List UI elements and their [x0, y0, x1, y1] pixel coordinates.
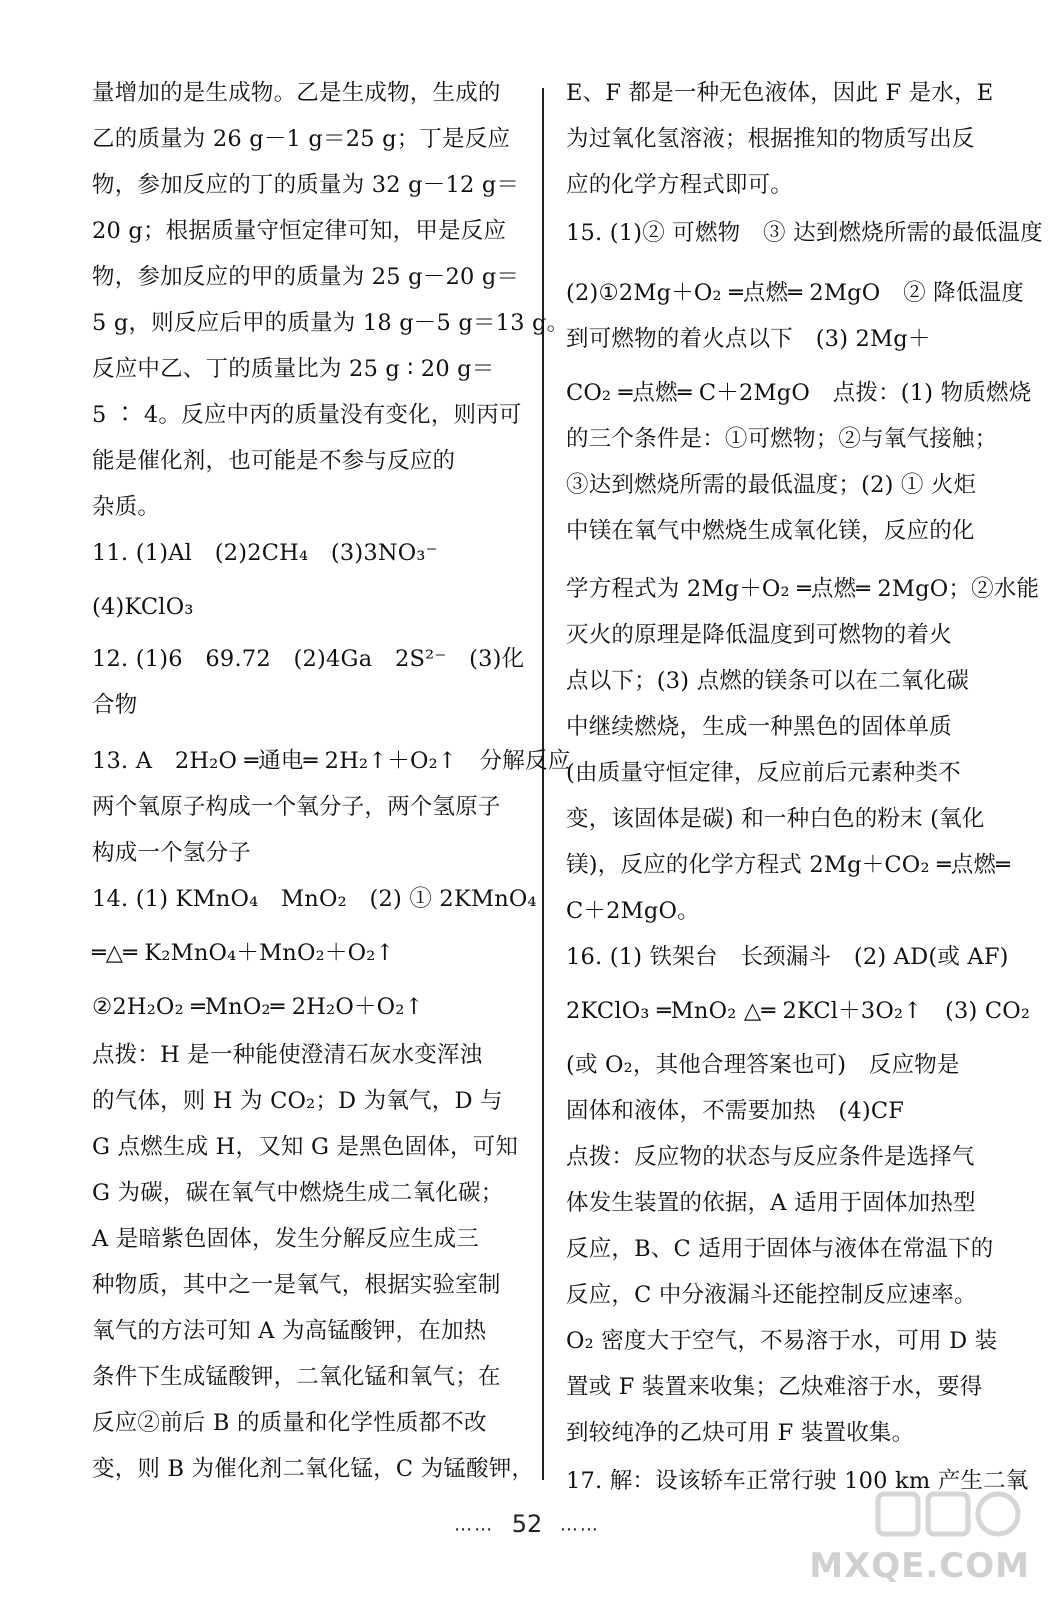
- text-line: O₂ 密度大于空气，不易溶于水，可用 D 装: [566, 1328, 998, 1354]
- text-line: 能是催化剂，也可能是不参与反应的: [92, 448, 456, 474]
- text-line: 反应，B、C 适用于固体与液体在常温下的: [566, 1236, 994, 1262]
- text-line: 灭火的原理是降低温度到可燃物的着火: [566, 622, 952, 648]
- text-line: E、F 都是一种无色液体，因此 F 是水，E: [566, 80, 994, 106]
- column-divider: [542, 88, 544, 1480]
- text-line: 合物: [92, 692, 138, 718]
- text-line: 中继续燃烧，生成一种黑色的固体单质: [566, 714, 952, 740]
- text-line: 应的化学方程式即可。: [566, 172, 794, 198]
- text-line: 物，参加反应的甲的质量为 25 g－20 g＝: [92, 264, 520, 290]
- equation-line: CO₂ ═点燃═ C＋2MgO 点拨：(1) 物质燃烧: [566, 380, 1032, 406]
- text-line: 反应中乙、丁的质量比为 25 g ∶ 20 g＝: [92, 356, 495, 382]
- answer-11-line: 11. (1)Al (2)2CH₄ (3)3NO₃⁻: [92, 540, 438, 566]
- text-line: 量增加的是生成物。乙是生成物，生成的: [92, 80, 501, 106]
- site-watermark: [809, 1484, 1030, 1592]
- text-line: 两个氧原子构成一个氧分子，两个氢原子: [92, 794, 501, 820]
- text-line: 的三个条件是：①可燃物；②与氧气接触；: [566, 426, 998, 452]
- text-line: 5 g，则反应后甲的质量为 18 g－5 g＝13 g。: [92, 310, 570, 336]
- answer-13-line: 13. A 2H₂O ═通电═ 2H₂↑＋O₂↑ 分解反应: [92, 748, 571, 774]
- text-line: 点以下；(3) 点燃的镁条可以在二氧化碳: [566, 668, 970, 694]
- text-line: C＋2MgO。: [566, 898, 700, 924]
- text-line: 反应②前后 B 的质量和化学性质都不改: [92, 1410, 487, 1436]
- text-line: 的气体，则 H 为 CO₂；D 为氧气，D 与: [92, 1088, 503, 1114]
- text-line: G 点燃生成 H，又知 G 是黑色固体，可知: [92, 1134, 519, 1160]
- text-line: 变，该固体是碳) 和一种白色的粉末 (氧化: [566, 806, 985, 832]
- text-line: 固体和液体，不需要加热 (4)CF: [566, 1098, 905, 1124]
- text-line: 物，参加反应的丁的质量为 32 g－12 g＝: [92, 172, 520, 198]
- text-line: 氧气的方法可知 A 为高锰酸钾，在加热: [92, 1318, 487, 1344]
- answer-16-line: 16. (1) 铁架台 长颈漏斗 (2) AD(或 AF): [566, 944, 1009, 970]
- text-line: 乙的质量为 26 g－1 g＝25 g；丁是反应: [92, 126, 511, 152]
- text-line: (由质量守恒定律，反应前后元素种类不: [566, 760, 961, 786]
- equation-line: 学方程式为 2Mg＋O₂ ═点燃═ 2MgO；②水能: [566, 576, 1040, 602]
- answer-14-line: 14. (1) KMnO₄ MnO₂ (2) ① 2KMnO₄: [92, 886, 537, 912]
- text-line: 杂质。: [92, 494, 161, 520]
- text-line: 5 ∶ 4。反应中丙的质量没有变化，则丙可: [92, 402, 522, 428]
- text-line: 到可燃物的着火点以下 (3) 2Mg＋: [566, 326, 931, 352]
- text-line: 体发生装置的依据，A 适用于固体加热型: [566, 1190, 976, 1216]
- text-line: (或 O₂，其他合理答案也可) 反应物是: [566, 1052, 960, 1078]
- equation-line: 2KClO₃ ═MnO₂ △═ 2KCl＋3O₂↑ (3) CO₂: [566, 998, 1031, 1024]
- text-line: (4)KClO₃: [92, 594, 194, 620]
- equation-line: ②2H₂O₂ ═MnO₂═ 2H₂O＋O₂↑: [92, 994, 424, 1020]
- text-line: 置或 F 装置来收集；乙炔难溶于水，要得: [566, 1374, 983, 1400]
- text-line: 20 g；根据质量守恒定律可知，甲是反应: [92, 218, 507, 244]
- text-line: 构成一个氢分子: [92, 840, 251, 866]
- equation-line: (2)①2Mg＋O₂ ═点燃═ 2MgO ② 降低温度: [566, 280, 1024, 306]
- text-line: 点拨：H 是一种能使澄清石灰水变浑浊: [92, 1042, 483, 1068]
- text-line: 反应，C 中分液漏斗还能控制反应速率。: [566, 1282, 977, 1308]
- text-line: 到较纯净的乙炔可用 F 装置收集。: [566, 1420, 915, 1446]
- text-line: 中镁在氧气中燃烧生成氧化镁，反应的化: [566, 518, 975, 544]
- watermark-text: MXQE.COM: [809, 1546, 1030, 1586]
- text-line: 点拨：反应物的状态与反应条件是选择气: [566, 1144, 975, 1170]
- text-line: 条件下生成锰酸钾，二氧化锰和氧气；在: [92, 1364, 501, 1390]
- text-line: 变，则 B 为催化剂二氧化锰，C 为锰酸钾，: [92, 1456, 535, 1482]
- answer-12-line: 12. (1)6 69.72 (2)4Ga 2S²⁻ (3)化: [92, 646, 525, 672]
- watermark-logo-icon: [874, 1486, 1024, 1544]
- answer-17-line: 17. 解：设该轿车正常行驶 100 km 产生二氧: [566, 1468, 1029, 1494]
- footer-dots-right: ……: [559, 1514, 600, 1536]
- text-line: 种物质，其中之一是氧气，根据实验室制: [92, 1272, 501, 1298]
- text-line: A 是暗紫色固体，发生分解反应生成三: [92, 1226, 480, 1252]
- text-line: G 为碳，碳在氧气中燃烧生成二氧化碳；: [92, 1180, 504, 1206]
- footer-dots-left: ……: [454, 1514, 495, 1536]
- answer-15-line: 15. (1)② 可燃物 ③ 达到燃烧所需的最低温度: [566, 220, 1043, 246]
- page-number: 52: [511, 1510, 543, 1538]
- equation-line: ═△═ K₂MnO₄＋MnO₂＋O₂↑: [92, 940, 395, 966]
- text-line: 为过氧化氢溶液；根据推知的物质写出反: [566, 126, 975, 152]
- text-line: ③达到燃烧所需的最低温度；(2) ① 火炬: [566, 472, 977, 498]
- equation-line: 镁)，反应的化学方程式 2Mg＋CO₂ ═点燃═: [566, 852, 1010, 878]
